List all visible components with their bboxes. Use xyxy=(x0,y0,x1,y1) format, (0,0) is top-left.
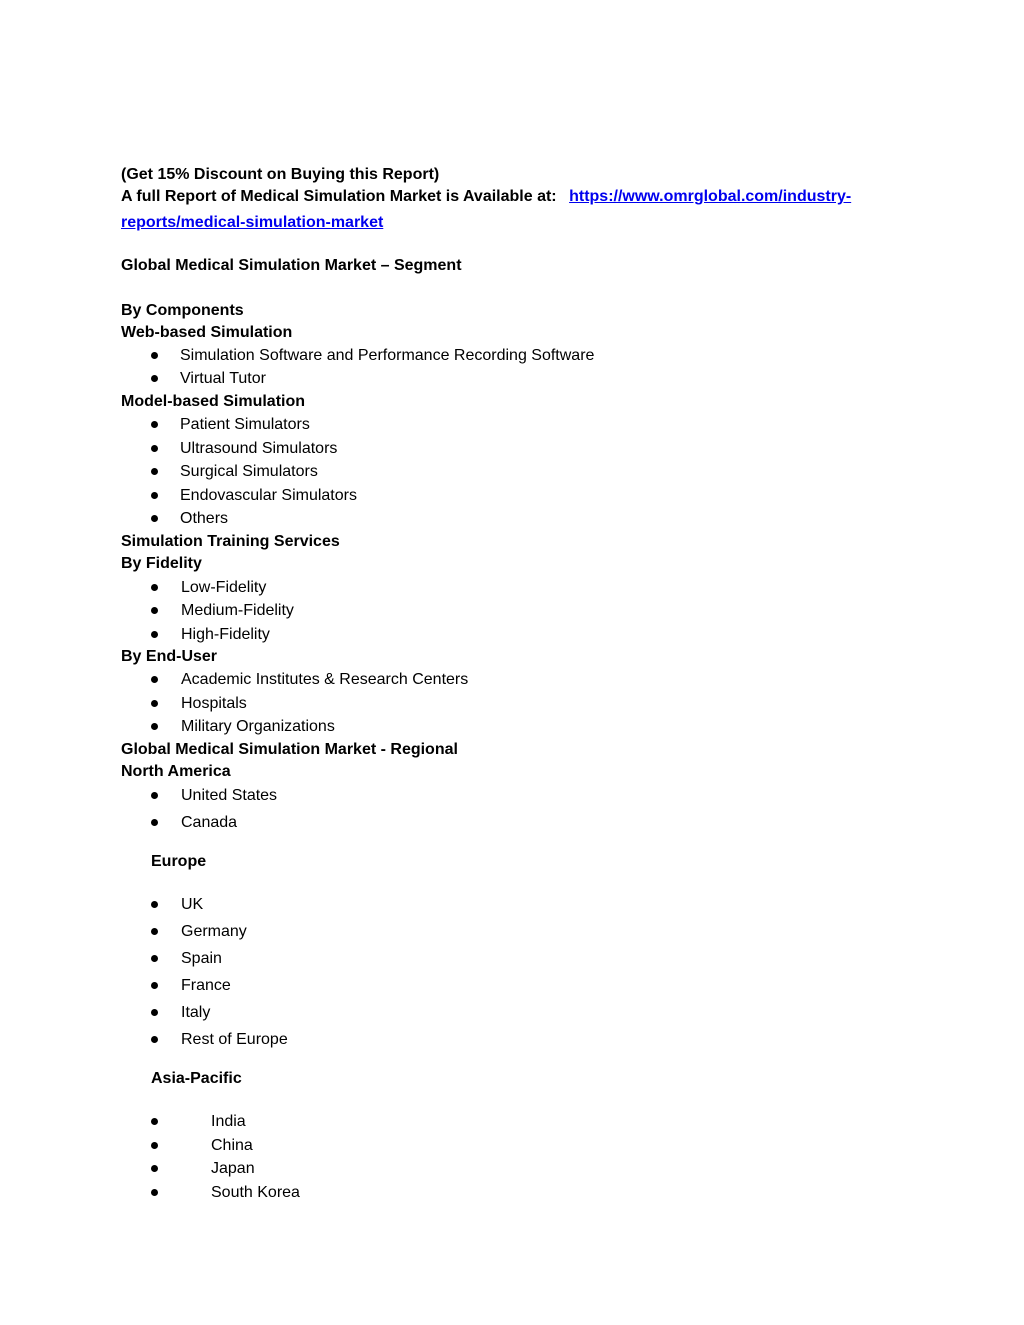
training-services-heading: Simulation Training Services xyxy=(121,533,340,550)
bullet-icon xyxy=(151,1165,158,1172)
bullet-icon xyxy=(151,901,158,908)
bullet-icon xyxy=(151,955,158,962)
document-page: (Get 15% Discount on Buying this Report) A full Report of Medical Simulation Market is Available at: https://www.omrglobal.com/industry- reports/medical-simulation-market Global Medical Simulation Market – Segment By Components Web-based Simulation Simulation Software and Performance Recording Software Virtual Tutor Model-based Simulation Patient Simulators Ultrasound Simulators Surgical Simulators Endovascular Simulators Others Simulation Training Services By Fidelity Low-Fidelity Medium-Fidelity High-Fidelity By End-User Academic Institutes & Research Centers Hospitals Military Organizations Global Medical Simulation Market - Regional North America United States Canada Europe UK Germany Spain France Italy Rest of Europe Asia-Pacific India China Japan South Korea xyxy=(121,166,852,1201)
europe-heading: Europe xyxy=(151,853,207,870)
bullet-icon xyxy=(151,445,158,452)
report-link-part1[interactable]: https://www.omrglobal.com/industry- xyxy=(569,188,852,205)
bullet-icon xyxy=(151,607,158,614)
report-availability-line xyxy=(121,186,851,208)
bullet-icon xyxy=(151,1009,158,1016)
bullet-icon xyxy=(151,982,158,989)
by-components-heading: By Components xyxy=(121,302,244,319)
bullet-icon xyxy=(151,1036,158,1043)
web-based-heading: Web-based Simulation xyxy=(121,324,293,341)
discount-note: (Get 15% Discount on Buying this Report) xyxy=(121,166,440,183)
bullet-icon xyxy=(151,700,158,707)
north-america-heading: North America xyxy=(121,763,231,780)
availability-label: A full Report of Medical Simulation Market is Available at: xyxy=(121,188,557,205)
by-fidelity-heading: By Fidelity xyxy=(121,555,202,572)
bullet-icon xyxy=(151,1118,158,1125)
bullet-icon xyxy=(151,631,158,638)
asia-pacific-heading: Asia-Pacific xyxy=(151,1070,242,1087)
bullet-icon xyxy=(151,584,158,591)
regional-title: Global Medical Simulation Market - Regional xyxy=(121,741,458,758)
bullet-icon xyxy=(151,928,158,935)
bullet-icon xyxy=(151,352,158,359)
bullet-icon xyxy=(151,375,158,382)
bullet-icon xyxy=(151,421,158,428)
bullet-icon xyxy=(151,515,158,522)
bullet-icon xyxy=(151,492,158,499)
bullet-icon xyxy=(151,819,158,826)
report-link-part2[interactable]: reports/medical-simulation-market xyxy=(121,214,384,231)
bullet-icon xyxy=(151,1189,158,1196)
by-end-user-heading: By End-User xyxy=(121,648,218,665)
segment-title: Global Medical Simulation Market – Segment xyxy=(121,257,462,274)
bullet-icon xyxy=(151,1142,158,1149)
bullet-icon xyxy=(151,468,158,475)
bullet-icon xyxy=(151,676,158,683)
bullet-icon xyxy=(151,723,158,730)
report-link-line2 xyxy=(121,212,383,234)
model-based-heading: Model-based Simulation xyxy=(121,393,306,410)
bullet-icon xyxy=(151,792,158,799)
